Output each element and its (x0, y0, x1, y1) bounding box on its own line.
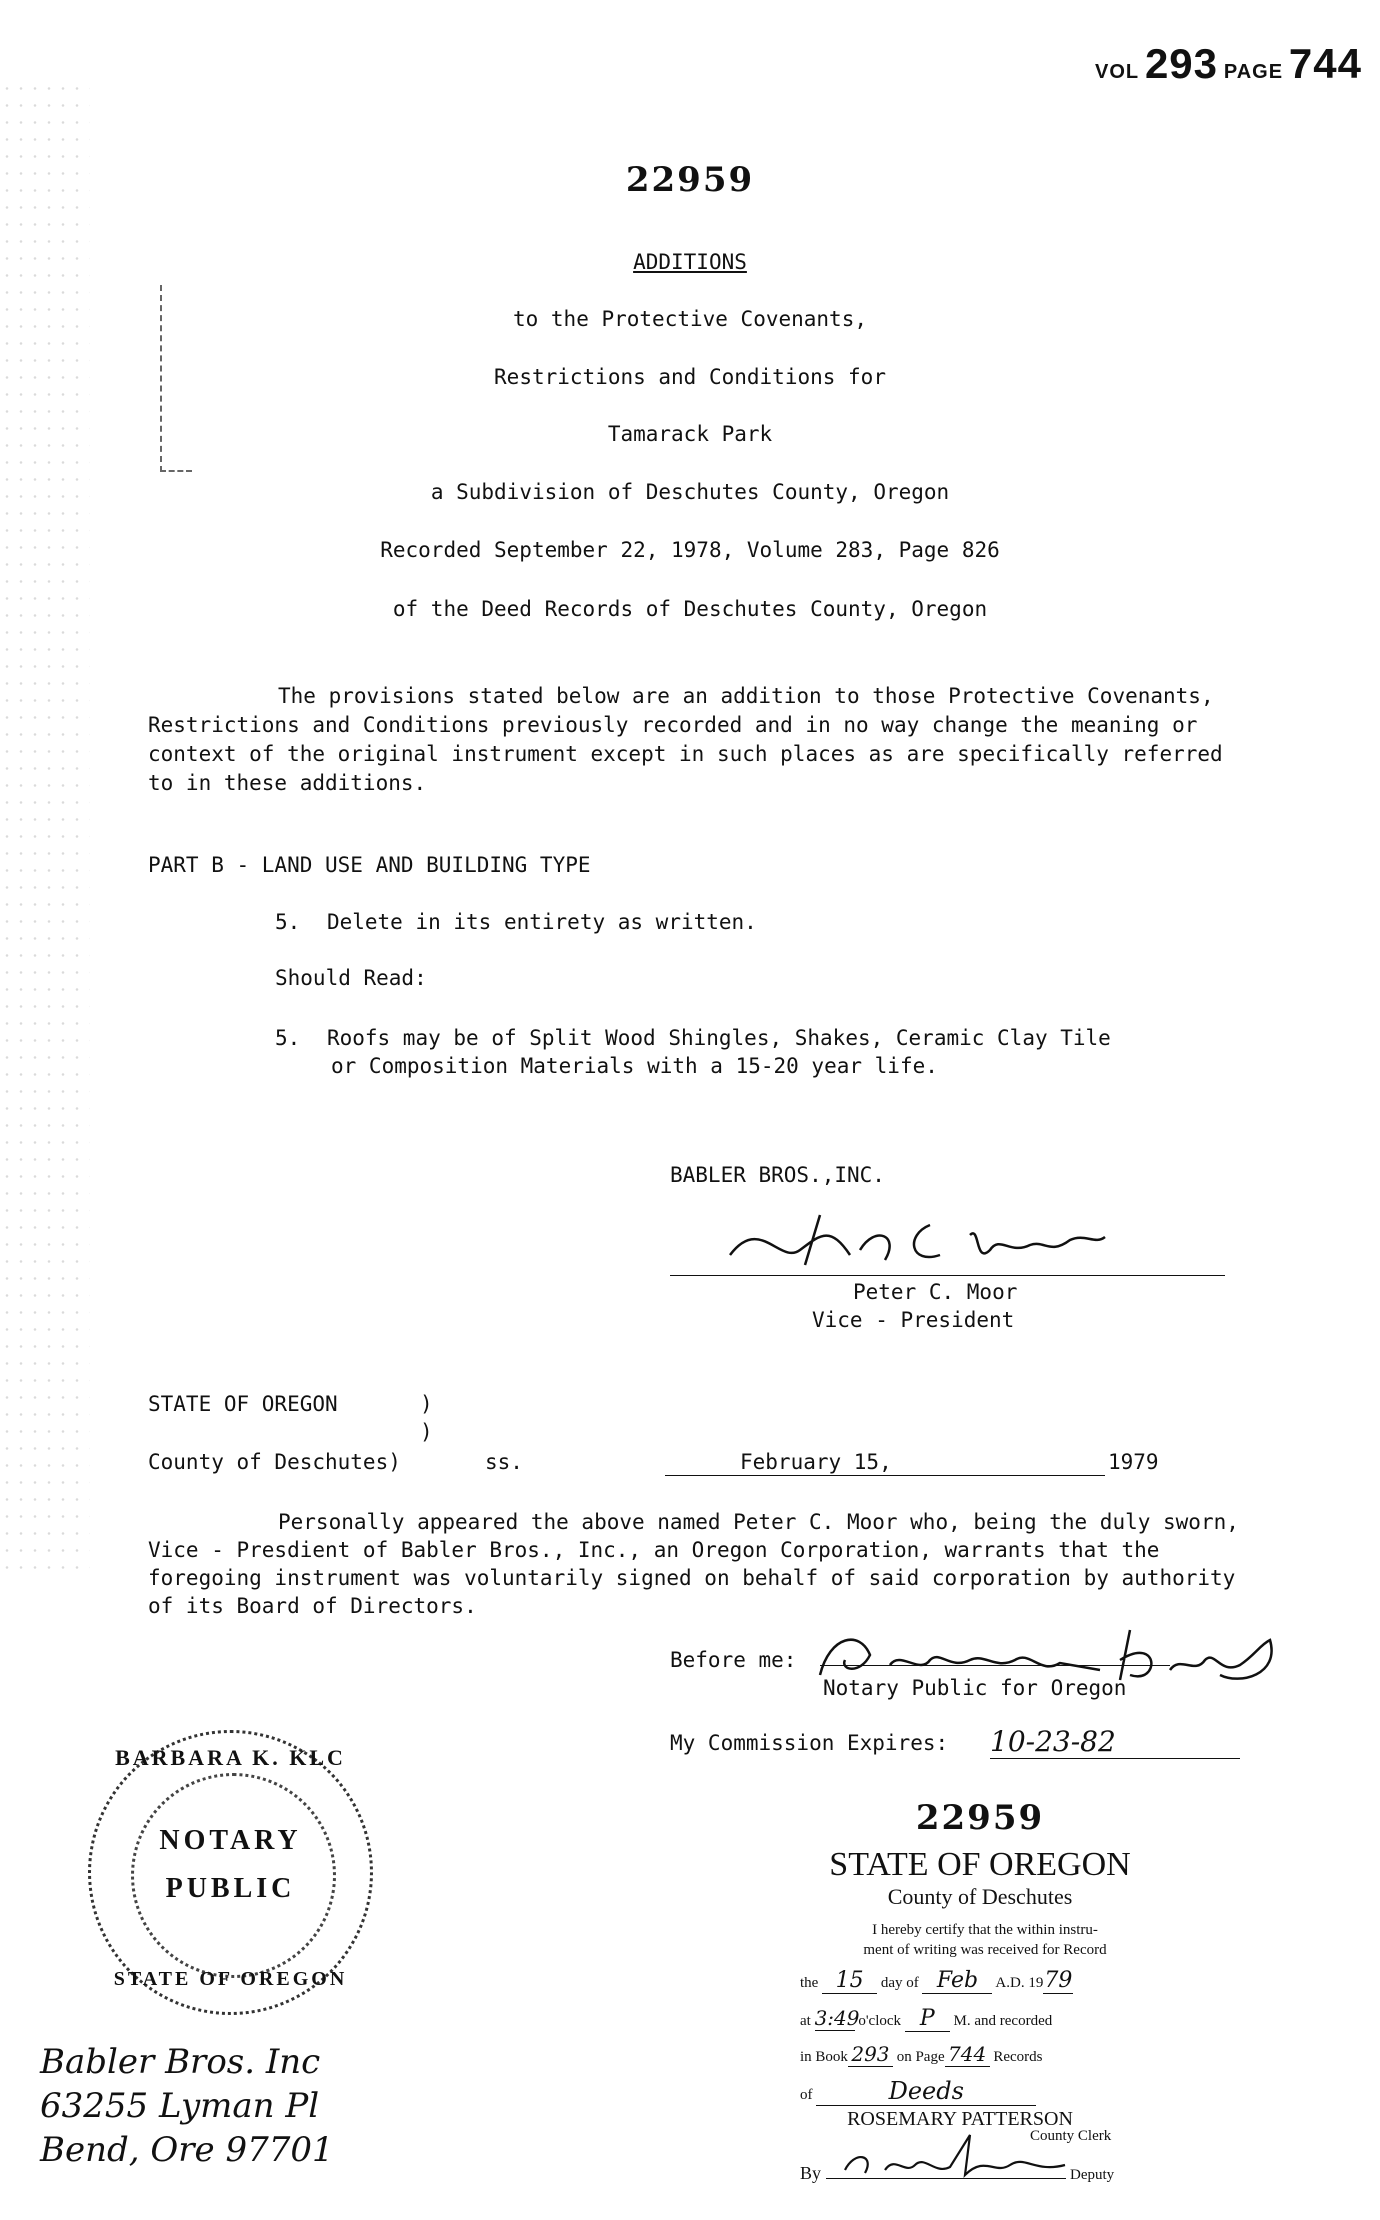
title-line-2: Restrictions and Conditions for (494, 365, 886, 389)
item-new-text-line-2: or Composition Materials with a 15-20 year life. (331, 1054, 938, 1078)
recording-book: 293 (848, 2042, 893, 2067)
return-address-line-3: Bend, Ore 97701 (40, 2130, 334, 2170)
should-read-label: Should Read: (275, 966, 427, 990)
clerk-name: ROSEMARY PATTERSON (847, 2108, 1073, 2130)
title-line-5: Recorded September 22, 1978, Volume 283, Page 826 (380, 538, 1000, 562)
oclock-label: o'clock (858, 2013, 902, 2029)
item-new-number: 5. (275, 1026, 301, 1050)
recording-stamp (770, 1798, 1190, 1910)
ack-year: 1979 (1108, 1450, 1159, 1474)
notary-signature-line (820, 1665, 1170, 1666)
ack-state: STATE OF OREGON (148, 1392, 338, 1416)
commission-label: My Commission Expires: (670, 1731, 949, 1755)
recording-day: 15 (822, 1968, 877, 1994)
seal-outer-text: BARBARA K. KLC (115, 1745, 346, 1770)
part-b-heading: PART B - LAND USE AND BUILDING TYPE (148, 853, 591, 877)
notary-title: Notary Public for Oregon (823, 1676, 1127, 1700)
return-address (40, 2040, 334, 2172)
clerk-title: County Clerk (1030, 2128, 1112, 2144)
title-line-4: a Subdivision of Deschutes County, Oregon (430, 480, 950, 504)
recording-meridiem: P (905, 2006, 950, 2032)
the-label: the (800, 1975, 819, 1991)
seal-public-text: PUBLIC (165, 1873, 296, 1904)
recording-cert (805, 1920, 1165, 1960)
title-line-1: to the Protective Covenants, (512, 307, 867, 331)
at-label: at (800, 2013, 811, 2029)
item-new (275, 1024, 1111, 1080)
ack-paragraph: Personally appeared the above named Peter C. Moor who, being the duly sworn, Vice - Presdient of Babler Bros., Inc., an Oregon Corporation, warrants that the foregoing instrument was voluntarily signed on behalf of said corporation by authority of its Board of Directors. (148, 1510, 1239, 1618)
company-name: BABLER BROS.,INC. (670, 1163, 885, 1187)
recording-doc-number: 22959 (915, 1798, 1045, 1838)
return-address-line-1: Babler Bros. Inc (40, 2042, 321, 2082)
ack-date-line (665, 1450, 1105, 1476)
item-delete (275, 910, 757, 934)
item-delete-text: Delete in its entirety as written. (326, 910, 757, 934)
recording-year: 79 (1044, 1968, 1073, 1993)
recording-time: 3:49 (814, 2006, 860, 2030)
recording-time-line (800, 2006, 1180, 2032)
seal-notary-text: NOTARY (159, 1825, 302, 1856)
page-label: PAGE (1223, 61, 1284, 83)
recording-cert-line-2: ment of writing was received for Record (863, 1942, 1107, 1958)
day-of-label: day of (880, 1975, 919, 1991)
of-label: of (800, 2087, 813, 2103)
volume-page-stamp (1095, 40, 1362, 88)
title-line-6: of the Deed Records of Deschutes County, Oregon (392, 597, 988, 621)
signer-name: Peter C. Moor (853, 1280, 1018, 1304)
recording-date-line (800, 1968, 1180, 1994)
recording-book-line (800, 2042, 1180, 2067)
ack-ss: ss. (485, 1450, 523, 1474)
signature-peter-moor (700, 1195, 1140, 1285)
signer-title: Vice - President (812, 1308, 1015, 1332)
m-recorded-label: M. and recorded (953, 2013, 1053, 2029)
recording-records-of: Deeds (816, 2077, 1036, 2106)
document-number: 22959 (625, 160, 755, 200)
by-label: By (800, 2163, 822, 2183)
ack-paren-2: ) (420, 1420, 433, 1444)
recording-records-of-line (800, 2077, 1180, 2106)
seal-bottom-text: STATE OF OREGON (113, 1968, 348, 1990)
ack-county: County of Deschutes) (148, 1450, 401, 1474)
on-page-label: on Page (896, 2049, 945, 2065)
item-delete-number: 5. (275, 910, 301, 934)
recording-month: Feb (922, 1968, 992, 1994)
notary-seal (88, 1730, 373, 2015)
vol-label: VOL (1094, 61, 1140, 83)
title-line-3: Tamarack Park (607, 422, 773, 446)
deputy-label: Deputy (1070, 2167, 1115, 2183)
recording-state: STATE OF OREGON (829, 1846, 1131, 1883)
recording-page: 744 (945, 2042, 990, 2067)
signature-deputy (835, 2125, 1085, 2185)
document-heading: ADDITIONS (633, 250, 747, 274)
recording-county: County of Deschutes (887, 1884, 1073, 1909)
commission-date: 10-23-82 (990, 1725, 1240, 1759)
ack-date: February 15, (740, 1450, 892, 1474)
in-book-label: in Book (800, 2049, 848, 2065)
intro-paragraph: The provisions stated below are an addition to those Protective Covenants, Restrictions and Conditions previously recorded and in no way change the meaning or context of the original instrument except in such places as are specifically referred to in these additions. (148, 684, 1223, 795)
ack-paren-1: ) (420, 1392, 433, 1416)
signature-line (670, 1275, 1225, 1276)
records-label: Records (993, 2049, 1043, 2065)
recording-cert-line-1: I hereby certify that the within instru- (872, 1922, 1098, 1938)
vol-number: 293 (1144, 40, 1219, 87)
return-address-line-2: 63255 Lyman Pl (40, 2086, 320, 2126)
page-number: 744 (1288, 40, 1362, 87)
scan-speckle-margin (0, 80, 90, 1580)
ad-label: A.D. 19 (995, 1975, 1044, 1991)
before-me-label: Before me: (670, 1648, 797, 1672)
item-new-text-line-1: Roofs may be of Split Wood Shingles, Shakes, Ceramic Clay Tile (326, 1026, 1111, 1050)
